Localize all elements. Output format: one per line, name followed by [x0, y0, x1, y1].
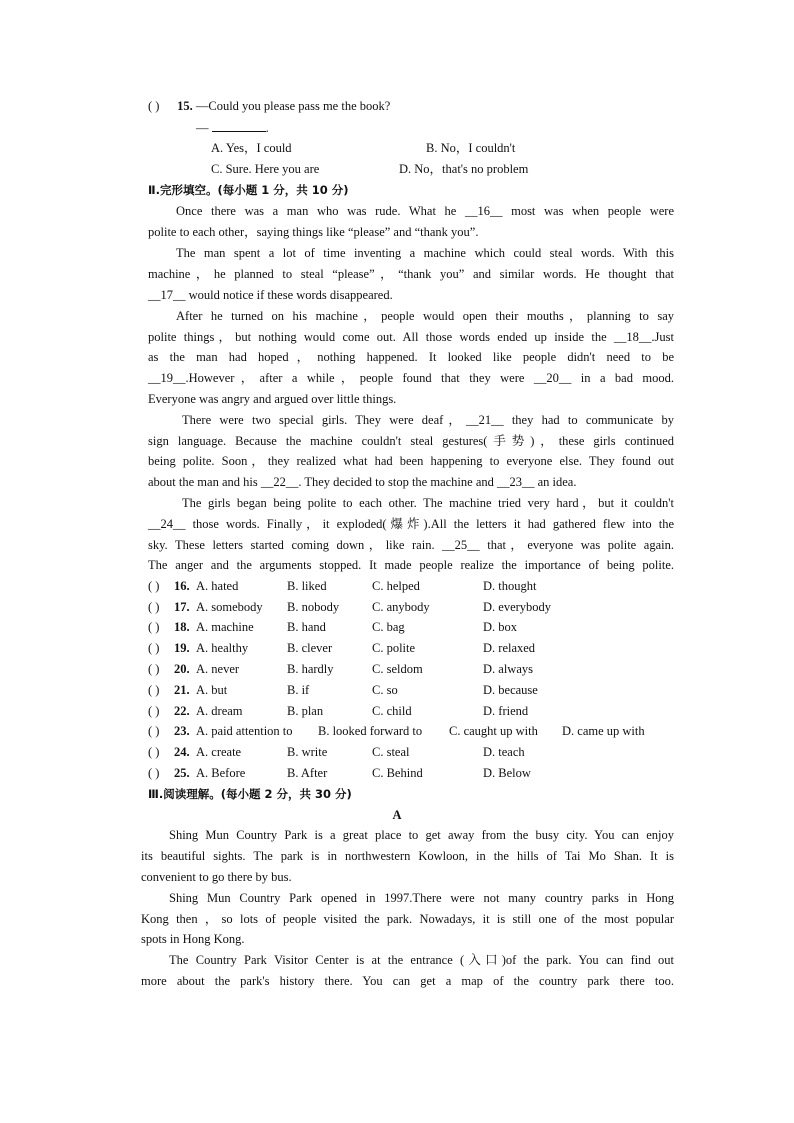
- option-d: D. Below: [483, 766, 531, 780]
- option-d: D. teach: [483, 745, 525, 759]
- cloze-row: ( ) 19.: [148, 641, 190, 655]
- passage-line: machine，he planned to steal “please”，“thank you” and similar words. He thought that: [148, 267, 674, 281]
- option-b: B. looked forward to: [318, 724, 423, 738]
- cloze-row: ( ) 18.: [148, 620, 190, 634]
- passage-line: After he turned on his machine，people would open their mouths，planning to say: [176, 309, 674, 323]
- passage-line: __17__ would notice if these words disappeared.: [148, 288, 393, 302]
- section-2-title: [148, 182, 348, 199]
- cloze-row: ( ) 23.: [148, 724, 190, 738]
- answer-paren: ( ): [148, 99, 160, 113]
- passage-line: __24__ those words. Finally，it exploded(爆炸).All the letters it had gathered flew into the: [148, 517, 674, 531]
- passage-line: There were two special girls. They were deaf，__21__ they had to communicate by: [182, 413, 674, 427]
- question-number: 15.: [177, 99, 193, 113]
- passage-line: __19__.However，after a while，people found that they were __20__ in a bad mood.: [148, 371, 674, 385]
- option-b: B. No，I couldn't: [426, 141, 516, 155]
- option-c: C. Sure. Here you are: [211, 162, 320, 176]
- passage-line: Kong then ，so lots of people visited the park. Nowadays, it is still one of the most popular: [141, 912, 674, 926]
- passage-line: as the man had hoped，nothing happened. It looked like people didn't need to be: [148, 350, 674, 364]
- passage-line: convenient to go there by bus.: [141, 870, 292, 884]
- dash: —: [196, 121, 209, 135]
- answer-blank: [212, 119, 266, 132]
- option-a: A. never: [196, 662, 240, 676]
- option-d: D. came up with: [562, 724, 645, 738]
- option-a: A. somebody: [196, 600, 263, 614]
- passage-line: The anger and the arguments stopped. It made people realize the importance of being polite.: [148, 558, 674, 572]
- passage-line: Everyone was angry and argued over little things.: [148, 392, 397, 406]
- question-15: [148, 98, 390, 115]
- option-b: B. write: [287, 745, 328, 759]
- passage-line: more about the park's history there. You can get a map of the country park there too.: [141, 974, 674, 988]
- option-c: C. anybody: [372, 600, 430, 614]
- section-2-title-text: Ⅱ.完形填空。(每小题 1 分，共 10 分): [148, 183, 349, 197]
- passage-line: The man spent a lot of time inventing a machine which could steal words. With this: [176, 246, 674, 260]
- period: .: [265, 121, 269, 135]
- option-c: C. steal: [372, 745, 410, 759]
- option-b: B. nobody: [287, 600, 340, 614]
- passage-line: The girls began being polite to each other. The machine tried very hard，but it couldn't: [182, 496, 674, 510]
- passage-line: Shing Mun Country Park opened in 1997.There were not many country parks in Hong: [169, 891, 674, 905]
- passage-line: Once there was a man who was rude. What he __16__ most was when people were: [176, 204, 674, 218]
- cloze-row: ( ) 25.: [148, 766, 190, 780]
- option-a: A. Yes，I could: [211, 141, 292, 155]
- option-a: A. healthy: [196, 641, 249, 655]
- part-label: A: [392, 808, 402, 822]
- option-d: D. relaxed: [483, 641, 536, 655]
- question-text: —Could you please pass me the book?: [195, 99, 391, 113]
- option-d: D. because: [483, 683, 538, 697]
- option-c: C. seldom: [372, 662, 423, 676]
- option-d: D. thought: [483, 579, 537, 593]
- cloze-row: ( ) 20.: [148, 662, 190, 676]
- option-a: A. dream: [196, 704, 243, 718]
- option-b: B. After: [287, 766, 328, 780]
- option-b: B. if: [287, 683, 310, 697]
- option-c: C. bag: [372, 620, 405, 634]
- question-15-answer-line: [196, 119, 269, 137]
- option-a: A. paid attention to: [196, 724, 293, 738]
- cloze-row: ( ) 21.: [148, 683, 190, 697]
- passage-line: The Country Park Visitor Center is at the entrance (入口)of the park. You can find out: [169, 953, 674, 967]
- option-b: B. hand: [287, 620, 326, 634]
- cloze-row: ( ) 24.: [148, 745, 190, 759]
- passage-line: sign language. Because the machine couldn't steal gestures(手势)，these girls continued: [148, 434, 674, 448]
- option-a: A. machine: [196, 620, 254, 634]
- option-a: A. Before: [196, 766, 246, 780]
- passage-line: being polite. Soon，they realized what had been happening to everyone else. They found out: [148, 454, 674, 468]
- passage-line: Shing Mun Country Park is a great place to get away from the busy city. You can enjoy: [169, 828, 674, 842]
- option-a: A. but: [196, 683, 228, 697]
- option-a: A. create: [196, 745, 242, 759]
- option-c: C. caught up with: [449, 724, 538, 738]
- option-c: C. so: [372, 683, 398, 697]
- option-b: B. plan: [287, 704, 324, 718]
- passage-line: polite to each other，saying things like “please” and “thank you”.: [148, 225, 479, 239]
- passage-line: sky. These letters started coming down，like rain. __25__ that，everyone was polite again.: [148, 538, 674, 552]
- passage-line: polite things，but nothing would come out. All those words ended up inside the __18__.Just: [148, 330, 674, 344]
- option-a: A. hated: [196, 579, 239, 593]
- passage-line: about the man and his __22__. They decided to stop the machine and __23__ an idea.: [148, 475, 577, 489]
- option-d: D. everybody: [483, 600, 552, 614]
- option-c: C. polite: [372, 641, 416, 655]
- option-b: B. clever: [287, 641, 333, 655]
- section-3-title-text: Ⅲ.阅读理解。(每小题 2 分，共 30 分): [148, 787, 352, 801]
- cloze-row: ( ) 16.: [148, 579, 190, 593]
- cloze-row: ( ) 22.: [148, 704, 190, 718]
- option-c: C. Behind: [372, 766, 423, 780]
- option-b: B. liked: [287, 579, 327, 593]
- passage-line: its beautiful sights. The park is in northwestern Kowloon, in the hills of Tai Mo Shan. It is: [141, 849, 674, 863]
- option-d: D. No，that's no problem: [399, 162, 529, 176]
- passage-line: spots in Hong Kong.: [141, 932, 245, 946]
- section-3-title: [148, 786, 352, 803]
- option-d: D. always: [483, 662, 533, 676]
- option-d: D. box: [483, 620, 518, 634]
- cloze-row: ( ) 17.: [148, 600, 190, 614]
- option-c: C. helped: [372, 579, 420, 593]
- option-d: D. friend: [483, 704, 529, 718]
- option-b: B. hardly: [287, 662, 334, 676]
- option-c: C. child: [372, 704, 412, 718]
